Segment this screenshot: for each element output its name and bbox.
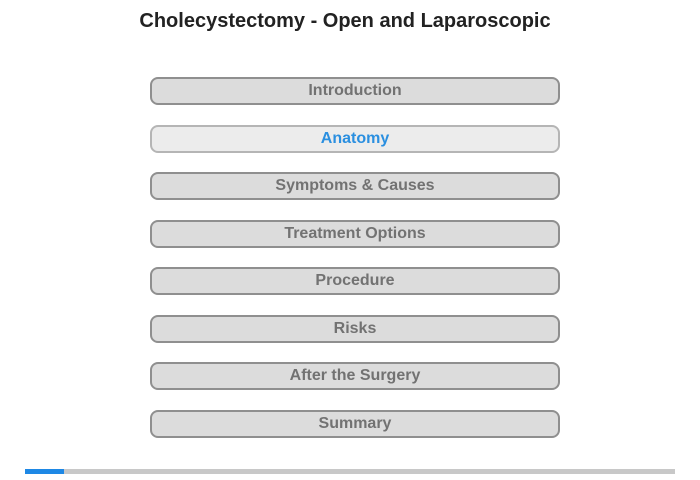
menu-item-label: Symptoms & Causes — [275, 177, 435, 194]
menu-item-treatment-options[interactable] — [150, 220, 560, 248]
chapter-menu — [150, 77, 560, 457]
menu-item-risks[interactable] — [150, 315, 560, 343]
progress-bar-fill — [25, 469, 64, 474]
page-title: Cholecystectomy - Open and Laparoscopic — [139, 10, 551, 32]
menu-item-anatomy[interactable] — [150, 125, 560, 153]
menu-item-label: Procedure — [315, 272, 395, 289]
progress-bar — [25, 469, 675, 474]
menu-item-symptoms-causes[interactable] — [150, 172, 560, 200]
menu-item-label: Summary — [318, 414, 392, 432]
menu-item-label: Introduction — [308, 82, 402, 99]
menu-item-procedure[interactable] — [150, 267, 560, 295]
menu-item-label: Risks — [333, 319, 377, 337]
menu-item-label: Treatment Options — [284, 224, 426, 242]
menu-item-after-the-surgery[interactable] — [150, 362, 560, 390]
menu-item-label: After the Surgery — [289, 367, 421, 384]
menu-item-label: Anatomy — [320, 129, 390, 147]
menu-item-introduction[interactable] — [150, 77, 560, 105]
menu-item-summary[interactable] — [150, 410, 560, 438]
